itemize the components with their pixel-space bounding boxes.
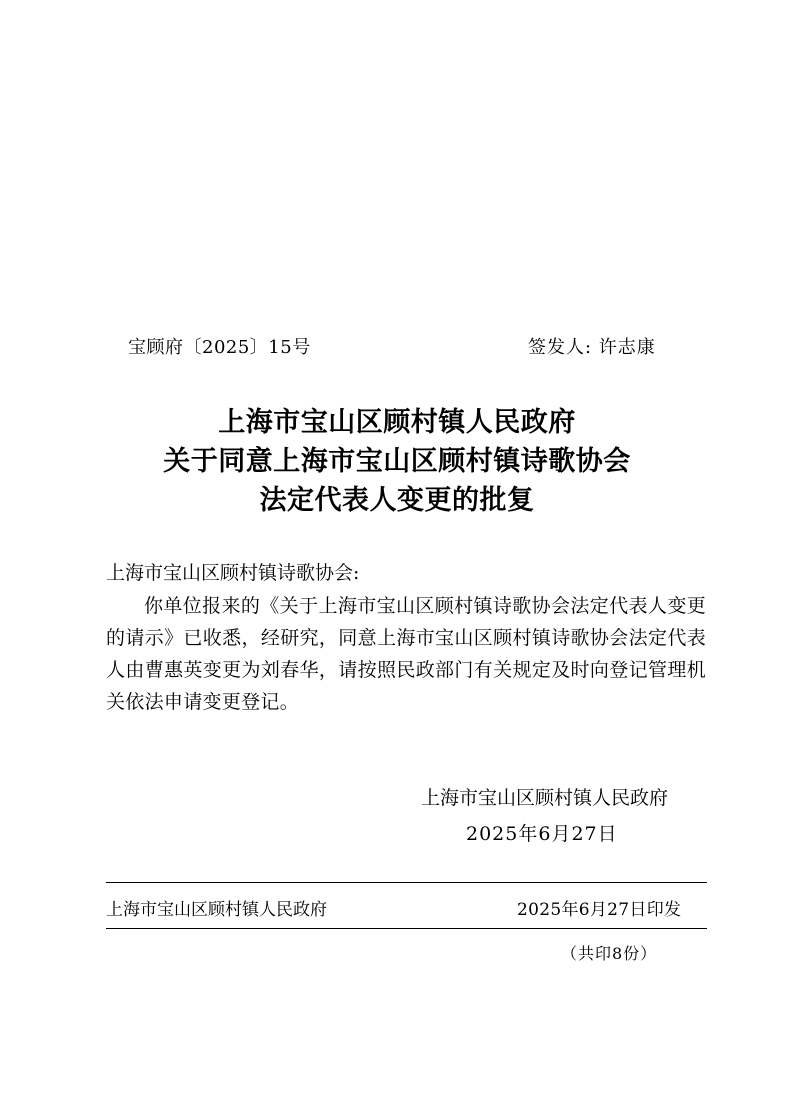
document-title-line-2: 关于同意上海市宝山区顾村镇诗歌协会 — [163, 446, 631, 477]
document-number: 宝顾府〔2025〕15号 — [128, 337, 311, 358]
copies-count: （共印8份） — [561, 944, 658, 963]
footer-issuer: 上海市宝山区顾村镇人民政府 — [106, 900, 327, 920]
signer: 签发人: 许志康 — [528, 337, 656, 358]
recipient: 上海市宝山区顾村镇诗歌协会: — [106, 562, 360, 584]
signature-organization: 上海市宝山区顾村镇人民政府 — [421, 787, 669, 809]
footer-issue-date: 2025年6月27日印发 — [517, 900, 682, 920]
signature-date: 2025年6月27日 — [466, 823, 618, 845]
document-title-line-3: 法定代表人变更的批复 — [259, 485, 535, 516]
body-paragraph: 你单位报来的《关于上海市宝山区顾村镇诗歌协会法定代表人变更的请示》已收悉，经研究，同意上海市宝山区顾村镇诗歌协会法定代表人由曹惠英变更为刘春华，请按照民政部门有关规定及时向登记管理机关依法申请变更登记。 — [106, 595, 706, 713]
document-title-line-1: 上海市宝山区顾村镇人民政府 — [218, 407, 576, 438]
footer-bottom-rule — [106, 928, 707, 929]
footer-top-rule — [106, 882, 707, 883]
